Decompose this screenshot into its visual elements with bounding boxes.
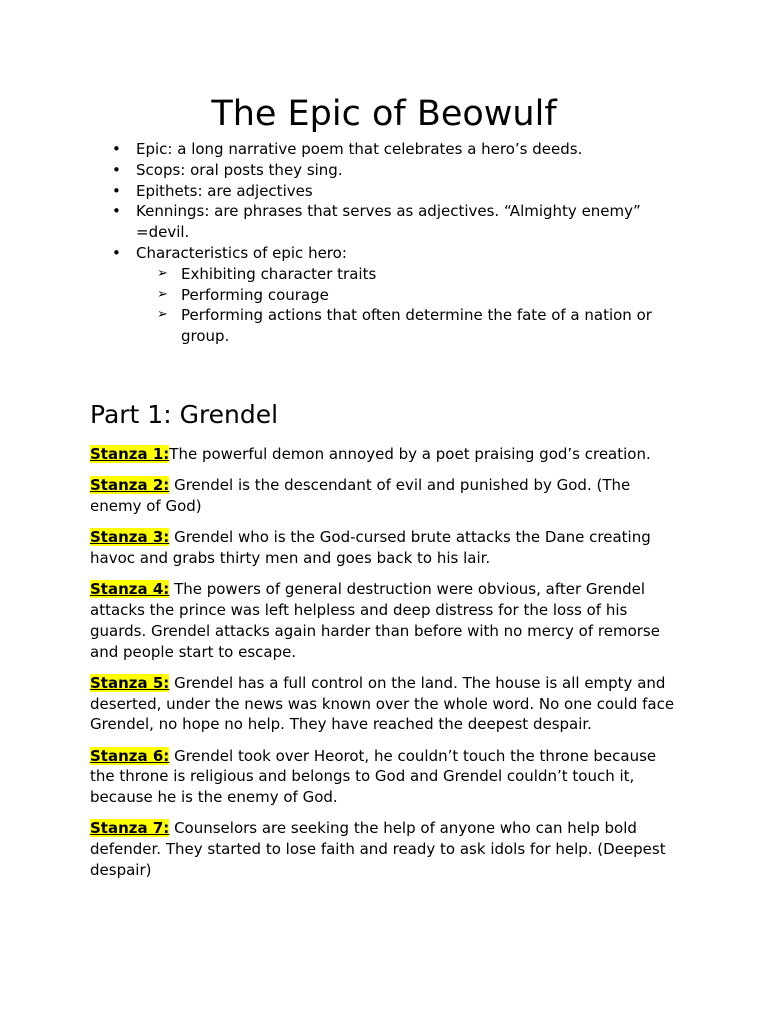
stanza-label: Stanza 2: bbox=[90, 476, 170, 495]
sub-list-item-text: Performing courage bbox=[181, 285, 329, 304]
stanza-paragraph bbox=[90, 444, 682, 465]
sub-list-item-text: Exhibiting character traits bbox=[181, 264, 377, 283]
stanza-text: Grendel who is the God-cursed brute attacks the Dane creating havoc and grabs thirty men and goes back to his lair. bbox=[90, 528, 651, 567]
bullet-icon: • bbox=[112, 140, 121, 158]
stanza-text: Grendel is the descendant of evil and punished by God. (The enemy of God) bbox=[90, 476, 631, 515]
arrow-bullet-icon: ➢ bbox=[157, 307, 168, 323]
stanza-text: Counselors are seeking the help of anyone who can help bold defender. They started to lose faith and ready to ask idols for help. (Deepest despair) bbox=[90, 819, 666, 879]
hero-characteristics-list bbox=[136, 264, 696, 347]
stanza-text: The powerful demon annoyed by a poet praising god’s creation. bbox=[169, 445, 651, 463]
stanza-list bbox=[90, 444, 682, 891]
stanza-label: Stanza 4: bbox=[90, 580, 170, 599]
stanza-text: Grendel has a full control on the land. The house is all empty and deserted, under the news was known over the whole word. No one could face Grendel, no hope no help. They have reached the deepest despair. bbox=[90, 673, 675, 734]
stanza-label: Stanza 5: bbox=[90, 673, 170, 692]
section-heading: Part 1: Grendel bbox=[90, 400, 279, 429]
bullet-icon: • bbox=[112, 202, 121, 221]
stanza-paragraph bbox=[90, 475, 682, 517]
arrow-bullet-icon: ➢ bbox=[157, 286, 168, 302]
list-item bbox=[112, 201, 696, 243]
list-item-text: Epic: a long narrative poem that celebrates a hero’s deeds. bbox=[136, 140, 583, 158]
stanza-paragraph bbox=[90, 673, 682, 735]
bullet-icon: • bbox=[112, 243, 121, 262]
stanza-paragraph bbox=[90, 579, 682, 662]
list-item-text: Scops: oral posts they sing. bbox=[136, 160, 343, 179]
arrow-bullet-icon: ➢ bbox=[157, 265, 168, 281]
list-item-text: Characteristics of epic hero: bbox=[136, 243, 347, 262]
stanza-label: Stanza 6: bbox=[90, 746, 170, 765]
stanza-label: Stanza 3: bbox=[90, 528, 170, 547]
list-item bbox=[112, 181, 696, 202]
sub-list-item bbox=[157, 305, 696, 347]
stanza-paragraph bbox=[90, 818, 682, 880]
stanza-label: Stanza 1: bbox=[90, 445, 170, 463]
list-item-text: Epithets: are adjectives bbox=[136, 181, 313, 200]
sub-list-item bbox=[157, 264, 696, 285]
stanza-label: Stanza 7: bbox=[90, 819, 170, 838]
sub-list-item-text: Performing actions that often determine the fate of a nation or group. bbox=[181, 306, 652, 346]
list-item bbox=[112, 139, 696, 160]
bullet-icon: • bbox=[112, 160, 121, 179]
list-item bbox=[112, 243, 696, 347]
bullet-icon: • bbox=[112, 181, 121, 200]
list-item-text: Kennings: are phrases that serves as adjectives. “Almighty enemy” =devil. bbox=[136, 202, 641, 242]
stanza-paragraph bbox=[90, 527, 682, 569]
stanza-text: Grendel took over Heorot, he couldn’t touch the throne because the throne is religious and belongs to God and Grendel couldn’t touch it, because he is the enemy of God. bbox=[90, 746, 657, 807]
page-title: The Epic of Beowulf bbox=[211, 94, 557, 134]
definitions-list bbox=[112, 139, 696, 347]
stanza-text: The powers of general destruction were obvious, after Grendel attacks the prince was left helpless and deep distress for the loss of his guards. Grendel attacks again harder than before with no mercy of remorse and people start to escape. bbox=[90, 580, 660, 661]
stanza-paragraph bbox=[90, 746, 682, 808]
list-item bbox=[112, 160, 696, 181]
sub-list-item bbox=[157, 285, 696, 306]
